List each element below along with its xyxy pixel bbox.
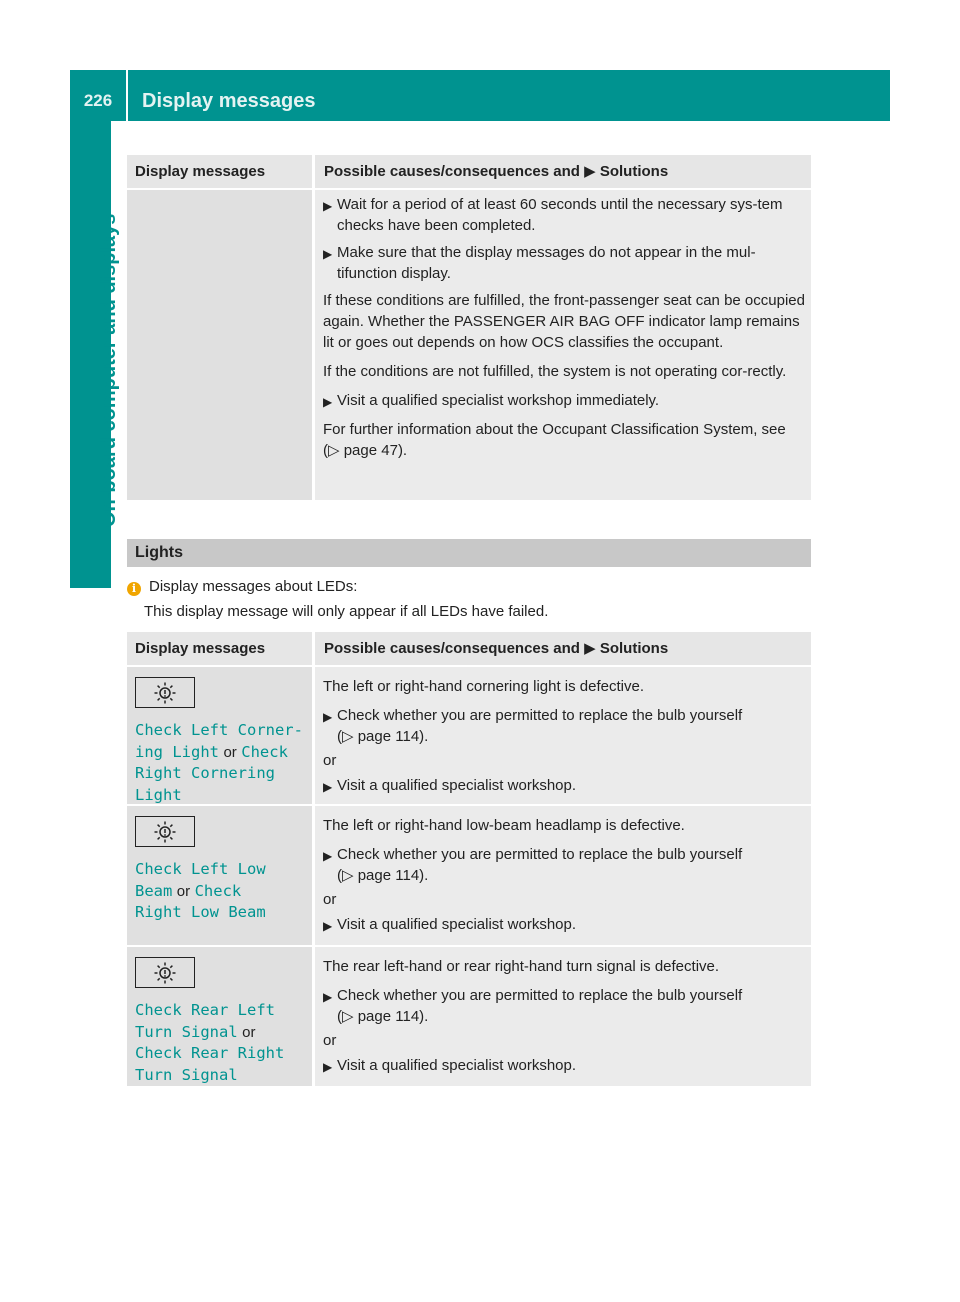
arrow-right-icon: ▶ [323, 199, 333, 213]
solution-step: Visit a qualified specialist workshop immediately. [337, 392, 660, 409]
solution-cell [315, 190, 811, 500]
solution-cell: The rear left-hand or rear right-hand turn signal is defective. ▶ Check whether you are permitted to replace the bulb yourself (▷ page 114). or ▶ Visit a qualified specialist workshop. [315, 947, 811, 1086]
page-title: Display messages [142, 90, 316, 112]
col-header-messages: Display messages [127, 155, 312, 188]
table-row [127, 806, 811, 945]
paragraph: For further information about the Occupant Classification System, see (▷ page 47). [323, 421, 786, 459]
lights-messages-table [127, 632, 811, 1086]
page-ref-link[interactable]: page 114). [357, 1008, 429, 1025]
display-message: Check Left Low [135, 860, 266, 878]
page-ref-arrow-icon: ▷ [342, 728, 354, 745]
solution-step: Check whether you are permitted to replace the bulb yourself (▷ page 114). [337, 846, 743, 884]
info-note-sub: This display message will only appear if all LEDs have failed. [144, 603, 549, 620]
display-message: Right Cornering [135, 764, 275, 782]
arrow-right-icon: ▶ [584, 163, 596, 180]
display-message: Check [241, 742, 288, 761]
display-message: Turn Signal [135, 1065, 238, 1084]
table-row [127, 947, 811, 1086]
arrow-right-icon: ▶ [323, 395, 333, 409]
bulb-warning-icon [135, 957, 195, 988]
page-ref-link[interactable]: page 114). [357, 867, 429, 884]
arrow-right-icon: ▶ [323, 849, 333, 863]
display-message: Check Rear Left [135, 1001, 275, 1019]
page-header [70, 70, 890, 121]
paragraph: If these conditions are fulfilled, the front-passenger seat can be occupied again. Whether the PASSENGER AIR BAG OFF indicator lamp remains lit or goes out depends on how OCS classifies the occupant. [323, 292, 805, 351]
solution-step: Check whether you are permitted to replace the bulb yourself (▷ page 114). [337, 707, 743, 745]
paragraph: The left or right-hand low-beam headlamp is defective. [323, 817, 685, 834]
message-cell: Check Left Corner‐ ing Light or Check Right Cornering Light [127, 667, 312, 804]
solution-step: Visit a qualified specialist workshop. [337, 916, 577, 933]
page-ref-link[interactable]: page 47). [343, 442, 408, 459]
table-row [127, 667, 811, 804]
paragraph: If the conditions are not fulfilled, the system is not operating cor-rectly. [323, 363, 787, 380]
display-message: Right Low Beam [135, 903, 266, 921]
message-cell [127, 190, 312, 500]
page-ref-link[interactable]: page 114). [357, 728, 429, 745]
arrow-right-icon: ▶ [323, 780, 333, 794]
col-header-causes: Possible causes/consequences and ▶ Solutions [315, 632, 811, 665]
message-cell: Check Left Low Beam or Check Right Low Beam [127, 806, 312, 945]
display-message: Check [194, 881, 242, 900]
arrow-right-icon: ▶ [323, 1060, 333, 1074]
arrow-right-icon: ▶ [323, 710, 333, 724]
message-cell: Check Rear Left Turn Signal or Check Rear Right Turn Signal [127, 947, 312, 1086]
display-message: Check Left Corner‐ [135, 721, 303, 739]
arrow-right-icon: ▶ [323, 919, 333, 933]
table-header [127, 632, 811, 665]
arrow-right-icon: ▶ [323, 990, 333, 1004]
solution-step: Wait for a period of at least 60 seconds until the necessary sys-tem checks have been completed. [337, 196, 783, 234]
col-header-causes: Possible causes/consequences and ▶ Solutions [315, 155, 811, 188]
info-note: i Display messages about LEDs: [127, 576, 357, 597]
messages-table-continued [127, 155, 811, 500]
chapter-label: On-board computer and displays [98, 213, 120, 527]
table-row [127, 190, 811, 500]
page-number: 226 [83, 91, 113, 110]
display-message: Turn Signal [135, 1022, 238, 1041]
info-icon: i [127, 582, 141, 596]
solution-step: Check whether you are permitted to replace the bulb yourself (▷ page 114). [337, 987, 743, 1025]
solution-cell: The left or right-hand cornering light is defective. ▶ Check whether you are permitted to replace the bulb yourself (▷ page 114). or ▶ Visit a qualified specialist workshop. [315, 667, 811, 804]
page-ref-arrow-icon: ▷ [342, 1008, 354, 1025]
bulb-warning-icon [135, 816, 195, 847]
solution-cell: The left or right-hand low-beam headlamp is defective. ▶ Check whether you are permitted to replace the bulb yourself (▷ page 114). or ▶ Visit a qualified specialist workshop. [315, 806, 811, 945]
solution-step: Visit a qualified specialist workshop. [337, 1057, 577, 1074]
header-divider [126, 70, 128, 121]
col-header-messages: Display messages [127, 632, 312, 665]
page-ref-arrow-icon: ▷ [328, 442, 340, 459]
section-title: Lights [127, 539, 811, 567]
arrow-right-icon: ▶ [323, 247, 333, 261]
solution-step: Make sure that the display messages do not appear in the mul-tifunction display. [337, 244, 756, 282]
table-header [127, 155, 811, 188]
paragraph: The left or right-hand cornering light is defective. [323, 678, 644, 695]
bulb-warning-icon [135, 677, 195, 708]
arrow-right-icon: ▶ [584, 640, 596, 657]
display-message: Check Rear Right [135, 1044, 285, 1062]
display-message: Light [135, 785, 182, 804]
paragraph: The rear left-hand or rear right-hand turn signal is defective. [323, 958, 720, 975]
page-ref-arrow-icon: ▷ [342, 867, 354, 884]
display-message: Beam [135, 881, 173, 900]
display-message: ing Light [135, 742, 219, 761]
solution-step: Visit a qualified specialist workshop. [337, 777, 577, 794]
